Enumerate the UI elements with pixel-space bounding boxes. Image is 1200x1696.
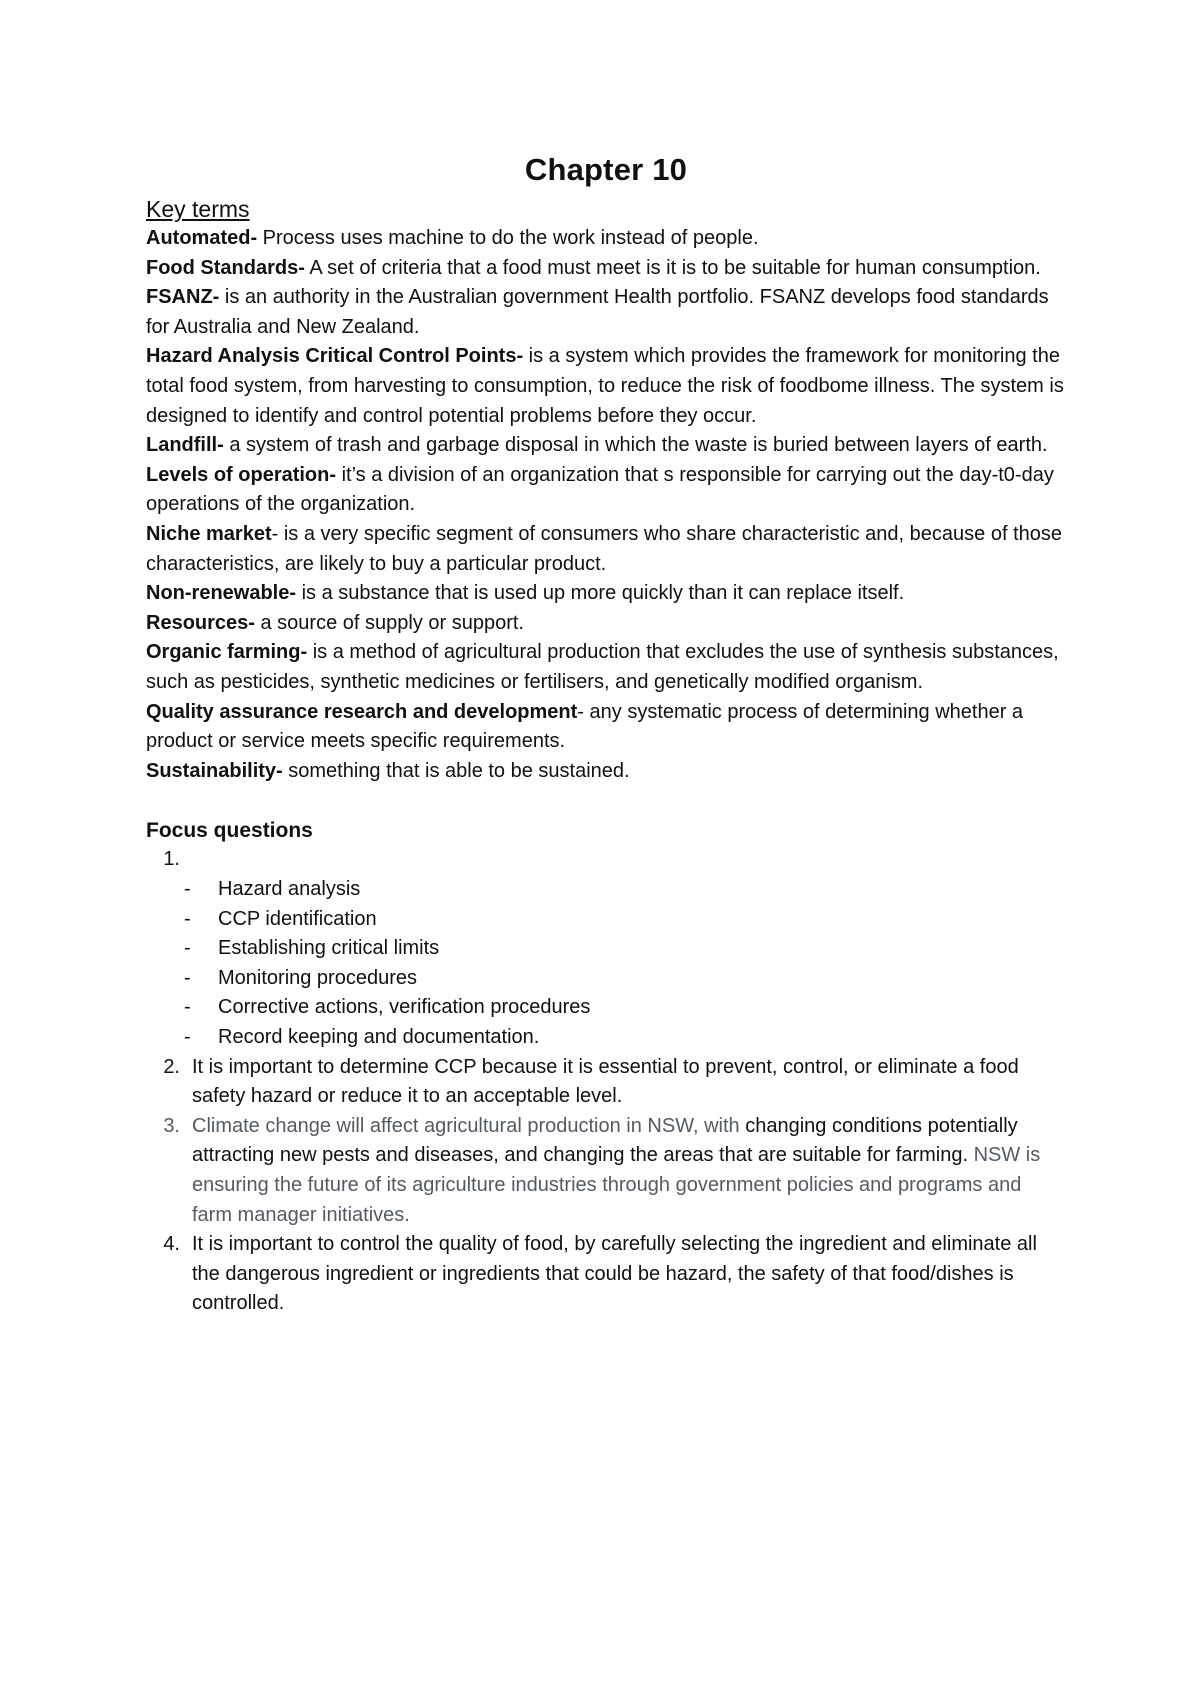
focus-questions-heading: Focus questions xyxy=(146,818,313,842)
term-quality-assurance: Quality assurance research and development- any systematic process of determining whether a product or service meets specific requirements. xyxy=(146,700,1024,753)
question-number: 2. xyxy=(163,1055,180,1078)
question-4 xyxy=(146,1230,1066,1319)
question-answer: It is important to control the quality of food, by carefully selecting the ingredient and eliminate all the dangerous ingredient or ingredients that could be hazard, the safety of that food/dishes is controlled. xyxy=(192,1233,1037,1315)
bullet-item: - CCP identification xyxy=(184,907,377,930)
key-terms-list xyxy=(146,224,1066,786)
question-answer: It is important to determine CCP because it is essential to prevent, control, or eliminate a food safety hazard or reduce it to an acceptable level. xyxy=(192,1055,1019,1108)
term-landfill: Landfill- a system of trash and garbage disposal in which the waste is buried between layers of earth. xyxy=(146,434,1048,457)
question-3 xyxy=(146,1112,1066,1230)
bullet-item: - Establishing critical limits xyxy=(184,937,440,960)
term-fsanz: FSANZ- is an authority in the Australian government Health portfolio. FSANZ develops food standards for Australia and New Zealand. xyxy=(146,286,1049,338)
chapter-title: Chapter 10 xyxy=(524,152,688,187)
term-food-standards: Food Standards- A set of criteria that a food must meet is it is to be suitable for human consumption. xyxy=(146,256,1041,279)
term-haccp: Hazard Analysis Critical Control Points- is a system which provides the framework for monitoring the total food system, from harvesting to consumption, to reduce the risk of foodbome illness. The system is designed to identify and control potential problems before they occur. xyxy=(146,345,1064,427)
document-page xyxy=(146,148,1066,1319)
question-number: 4. xyxy=(163,1233,180,1256)
bullet-item: - Record keeping and documentation. xyxy=(184,1026,540,1049)
question-1 xyxy=(146,845,1066,875)
spacer xyxy=(146,786,1066,816)
term-non-renewable: Non-renewable- is a substance that is used up more quickly than it can replace itself. xyxy=(146,582,905,605)
bullet-item: - Hazard analysis xyxy=(184,878,361,901)
question-number: 3. xyxy=(163,1114,180,1137)
bullet-item: - Corrective actions, verification procedures xyxy=(184,996,591,1019)
key-terms-heading: Key terms xyxy=(146,196,250,222)
question-number: 1. xyxy=(163,848,180,871)
question-2 xyxy=(146,1053,1066,1112)
question-answer: Climate change will affect agricultural production in NSW, with changing conditions potentially attracting new pests and diseases, and changing the areas that are suitable for farming. NSW is ensuring the future of its agriculture industries through government policies and programs and farm manager initiatives. xyxy=(192,1114,1041,1226)
term-resources: Resources- a source of supply or support. xyxy=(146,611,524,634)
bullet-item: - Monitoring procedures xyxy=(184,966,417,989)
term-sustainability: Sustainability- something that is able to be sustained. xyxy=(146,759,630,782)
term-niche-market: Niche market- is a very specific segment of consumers who share characteristic and, because of those characteristics, are likely to buy a particular product. xyxy=(146,522,1062,575)
term-levels-of-operation: Levels of operation- it’s a division of an organization that s responsible for carrying out the day-t0-day operations of the organization. xyxy=(146,463,1054,516)
term-automated: Automated- Process uses machine to do the work instead of people. xyxy=(146,227,759,249)
term-organic-farming: Organic farming- is a method of agricultural production that excludes the use of synthesis substances, such as pesticides, synthetic medicines or fertilisers, and genetically modified organism. xyxy=(146,641,1059,693)
